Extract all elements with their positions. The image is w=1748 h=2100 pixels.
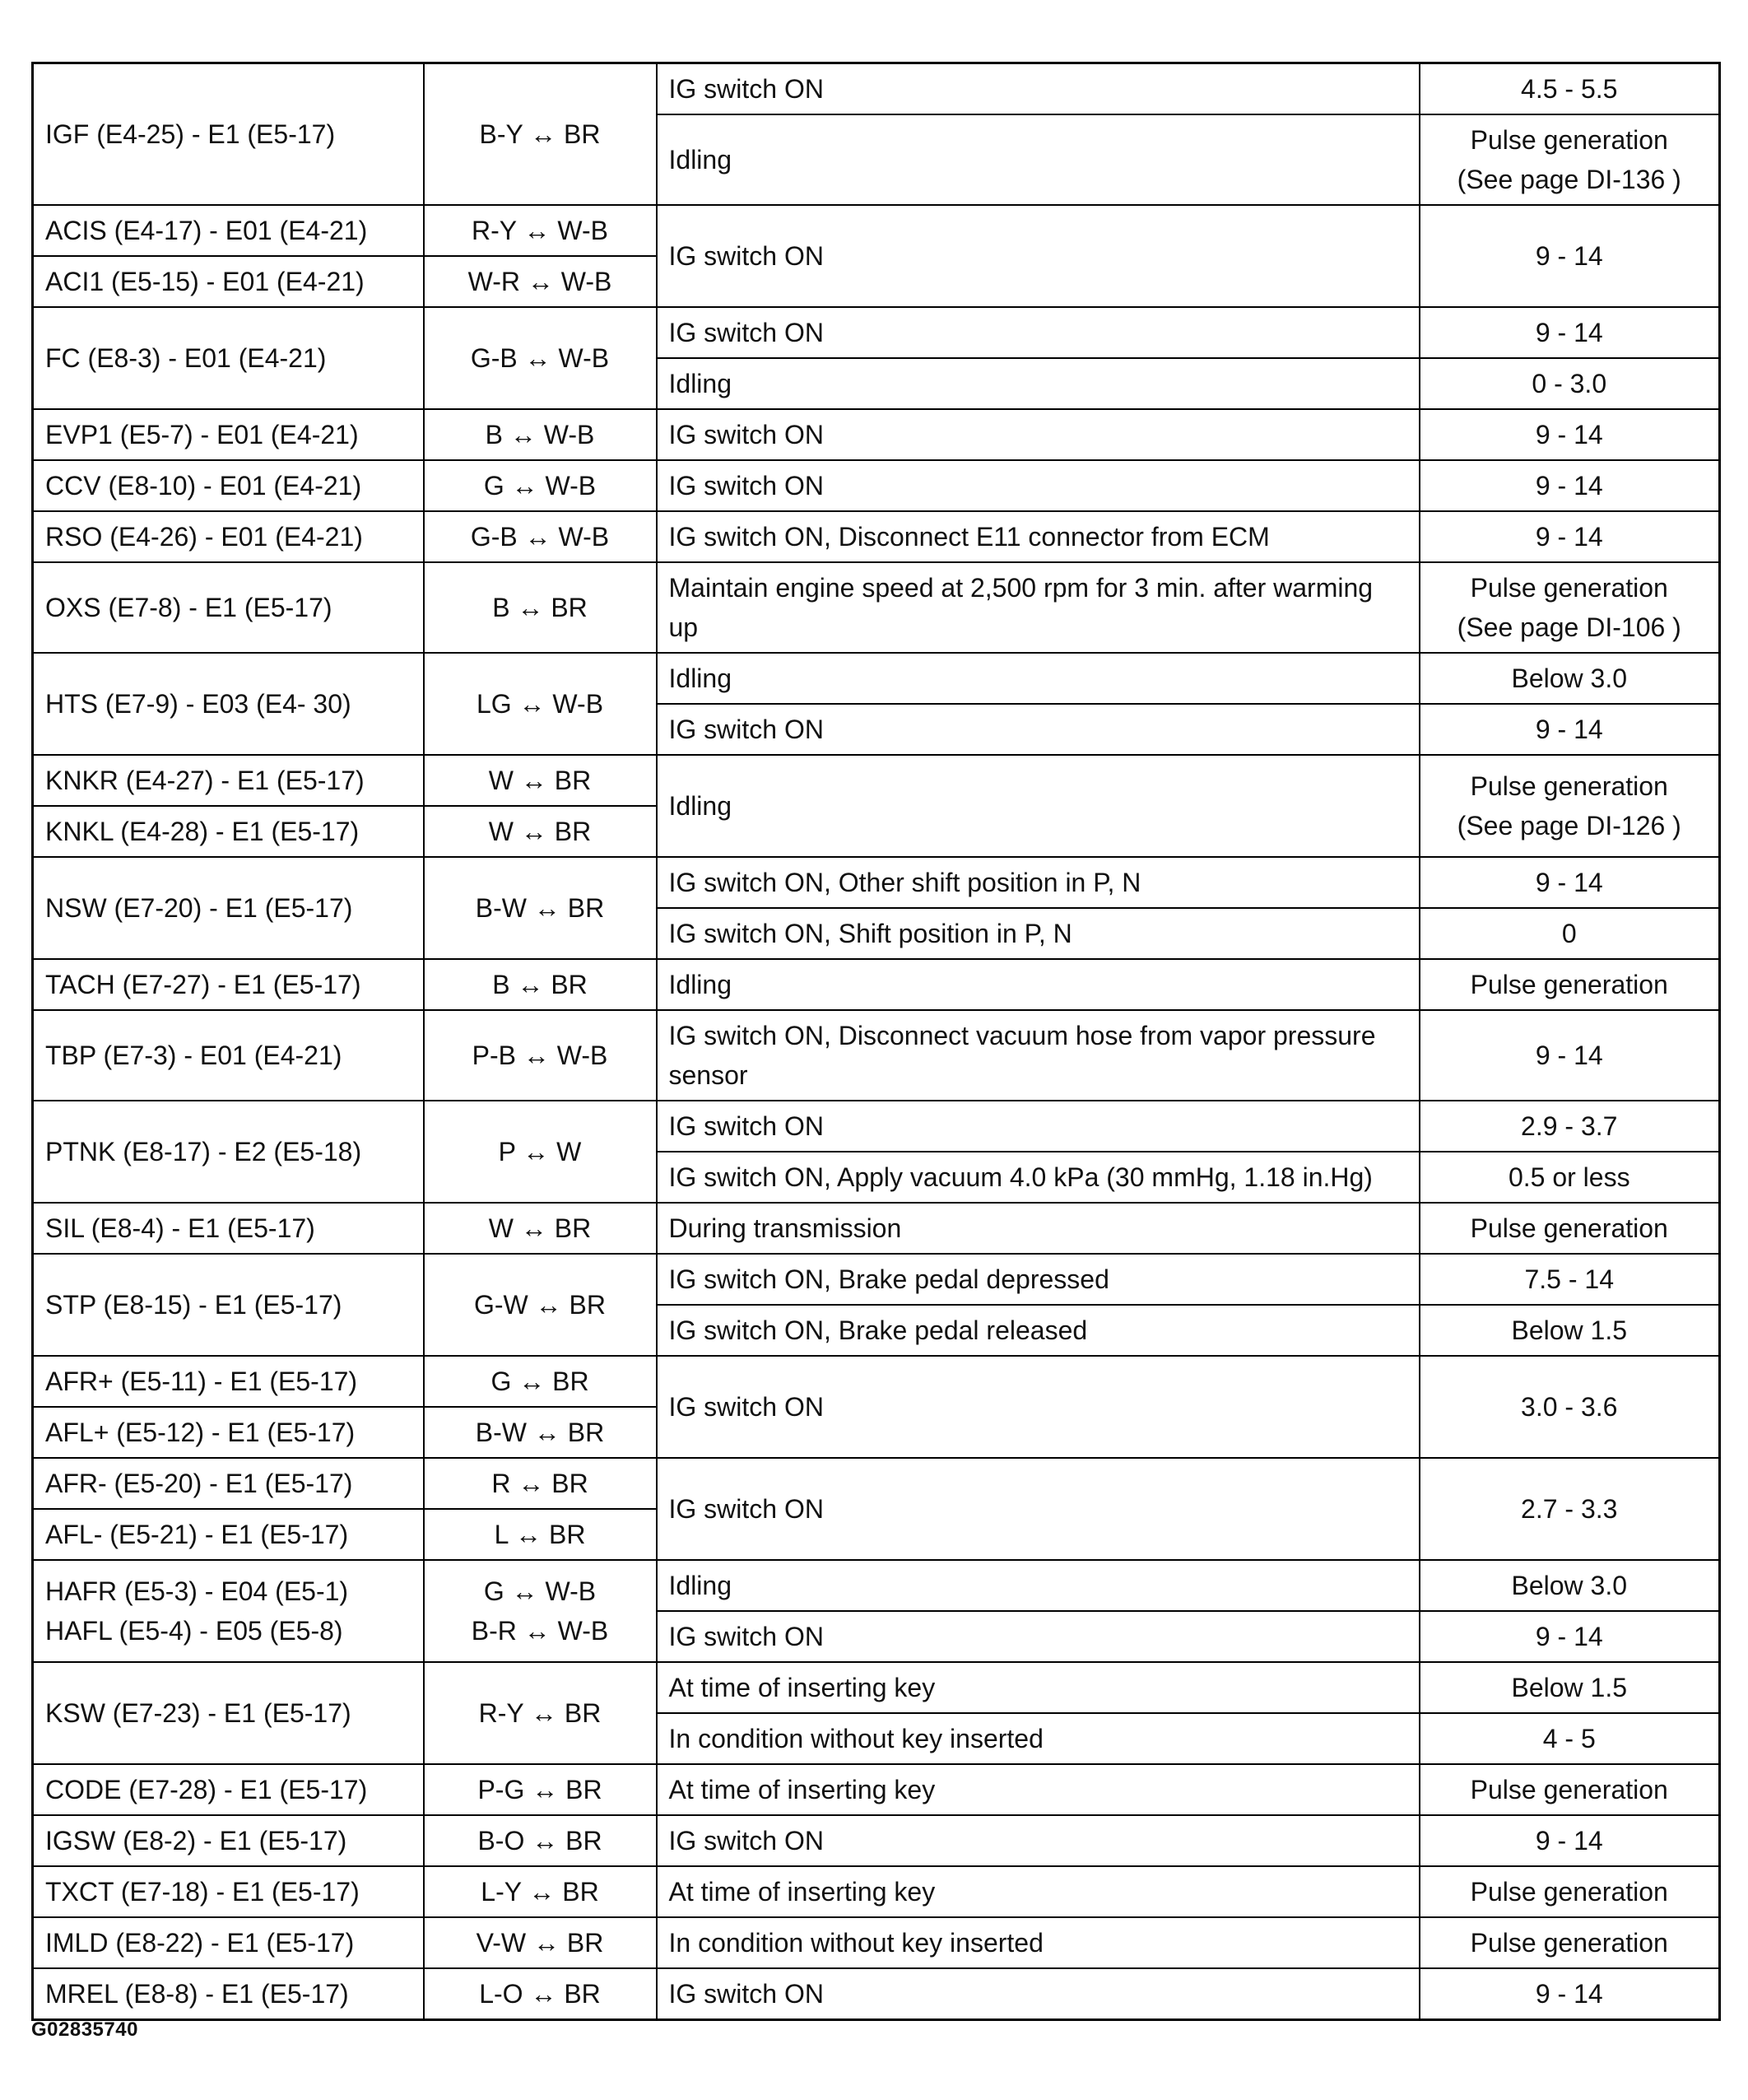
terminal-cell: RSO (E4-26) - E01 (E4-21) <box>33 511 424 562</box>
terminal-cell: EVP1 (E5-7) - E01 (E4-21) <box>33 409 424 460</box>
condition-cell: IG switch ON <box>657 1815 1420 1866</box>
condition-cell: IG switch ON <box>657 704 1420 755</box>
spec-cell <box>1420 562 1720 653</box>
terminal-cell: ACIS (E4-17) - E01 (E4-21) <box>33 205 424 256</box>
table-row <box>33 1458 1720 1509</box>
spec-line: Pulse generation <box>1470 573 1668 603</box>
wire-color-cell: B ↔ BR <box>424 562 657 653</box>
spec-cell <box>1420 114 1720 205</box>
terminal-cell: PTNK (E8-17) - E2 (E5-18) <box>33 1101 424 1203</box>
condition-cell: In condition without key inserted <box>657 1917 1420 1968</box>
wire-color-cell: W ↔ BR <box>424 1203 657 1254</box>
wire-color-cell: G-B ↔ W-B <box>424 511 657 562</box>
terminal-cell: AFL+ (E5-12) - E1 (E5-17) <box>33 1407 424 1458</box>
condition-cell: Idling <box>657 959 1420 1010</box>
condition-cell: IG switch ON, Other shift position in P, N <box>657 857 1420 908</box>
table-row <box>33 1662 1720 1713</box>
terminal-cell: AFL- (E5-21) - E1 (E5-17) <box>33 1509 424 1560</box>
condition-cell: IG switch ON <box>657 63 1420 115</box>
terminal-cell: TACH (E7-27) - E1 (E5-17) <box>33 959 424 1010</box>
terminal-line: HAFL (E5-4) - E05 (E5-8) <box>45 1616 343 1646</box>
wire-color-cell: LG ↔ W-B <box>424 653 657 755</box>
wire-color-cell: L-O ↔ BR <box>424 1968 657 2020</box>
terminal-cell: CODE (E7-28) - E1 (E5-17) <box>33 1764 424 1815</box>
condition-cell: IG switch ON <box>657 1968 1420 2020</box>
condition-cell: IG switch ON, Apply vacuum 4.0 kPa (30 mmHg, 1.18 in.Hg) <box>657 1152 1420 1203</box>
condition-cell: IG switch ON <box>657 307 1420 358</box>
terminal-cell: IMLD (E8-22) - E1 (E5-17) <box>33 1917 424 1968</box>
terminal-cell: NSW (E7-20) - E1 (E5-17) <box>33 857 424 959</box>
condition-cell: IG switch ON <box>657 1611 1420 1662</box>
spec-cell: Below 1.5 <box>1420 1662 1720 1713</box>
table-row <box>33 857 1720 908</box>
table-row <box>33 755 1720 806</box>
table-row <box>33 1560 1720 1611</box>
terminal-cell: KNKR (E4-27) - E1 (E5-17) <box>33 755 424 806</box>
condition-cell: In condition without key inserted <box>657 1713 1420 1764</box>
terminal-cell: IGSW (E8-2) - E1 (E5-17) <box>33 1815 424 1866</box>
spec-cell: Below 3.0 <box>1420 653 1720 704</box>
spec-cell: 4.5 - 5.5 <box>1420 63 1720 115</box>
condition-line: sensor <box>668 1060 748 1090</box>
wire-color-cell: G-B ↔ W-B <box>424 307 657 409</box>
spec-cell: Below 3.0 <box>1420 1560 1720 1611</box>
wire-color-cell: G ↔ W-B <box>424 460 657 511</box>
condition-cell: IG switch ON, Disconnect E11 connector from ECM <box>657 511 1420 562</box>
table-row <box>33 205 1720 256</box>
terminal-cell: HTS (E7-9) - E03 (E4- 30) <box>33 653 424 755</box>
table-row <box>33 562 1720 653</box>
table-row <box>33 1010 1720 1101</box>
wire-color-cell: W ↔ BR <box>424 755 657 806</box>
spec-cell: 9 - 14 <box>1420 205 1720 307</box>
condition-cell: IG switch ON <box>657 1101 1420 1152</box>
table-row <box>33 653 1720 704</box>
condition-cell: IG switch ON <box>657 1356 1420 1458</box>
condition-cell: IG switch ON <box>657 409 1420 460</box>
spec-cell: 9 - 14 <box>1420 704 1720 755</box>
condition-cell: Idling <box>657 1560 1420 1611</box>
terminal-cell: FC (E8-3) - E01 (E4-21) <box>33 307 424 409</box>
terminal-cell: STP (E8-15) - E1 (E5-17) <box>33 1254 424 1356</box>
spec-cell: Pulse generation <box>1420 1917 1720 1968</box>
spec-page-ref: (See page DI-106 ) <box>1457 612 1681 642</box>
spec-cell: Pulse generation <box>1420 1764 1720 1815</box>
wire-color-cell: R-Y ↔ W-B <box>424 205 657 256</box>
spec-line: Pulse generation <box>1470 771 1668 801</box>
spec-cell: 4 - 5 <box>1420 1713 1720 1764</box>
condition-cell: Maintain engine speed at 2,500 rpm for 3 min. after warming up <box>657 562 1420 653</box>
table-row <box>33 1356 1720 1407</box>
spec-cell: 9 - 14 <box>1420 1968 1720 2020</box>
wire-color-cell: R ↔ BR <box>424 1458 657 1509</box>
wire-line: G ↔ W-B <box>483 1576 597 1606</box>
wire-color-cell: L ↔ BR <box>424 1509 657 1560</box>
spec-cell: 2.7 - 3.3 <box>1420 1458 1720 1560</box>
spec-cell: Below 1.5 <box>1420 1305 1720 1356</box>
terminal-cell: IGF (E4-25) - E1 (E5-17) <box>33 63 424 206</box>
spec-cell: 9 - 14 <box>1420 1010 1720 1101</box>
spec-cell: 7.5 - 14 <box>1420 1254 1720 1305</box>
wire-color-cell: B-W ↔ BR <box>424 857 657 959</box>
spec-cell: 9 - 14 <box>1420 307 1720 358</box>
spec-page-ref: (See page DI-126 ) <box>1457 811 1681 840</box>
condition-cell: IG switch ON <box>657 205 1420 307</box>
ecm-terminal-table <box>31 62 1721 2021</box>
condition-cell: Idling <box>657 114 1420 205</box>
wire-color-cell: L-Y ↔ BR <box>424 1866 657 1917</box>
condition-cell: At time of inserting key <box>657 1764 1420 1815</box>
spec-cell <box>1420 755 1720 857</box>
terminal-cell: CCV (E8-10) - E01 (E4-21) <box>33 460 424 511</box>
table-row <box>33 63 1720 115</box>
terminal-cell: OXS (E7-8) - E1 (E5-17) <box>33 562 424 653</box>
condition-cell: IG switch ON, Shift position in P, N <box>657 908 1420 959</box>
spec-cell: Pulse generation <box>1420 1866 1720 1917</box>
spec-cell: 9 - 14 <box>1420 460 1720 511</box>
spec-cell: Pulse generation <box>1420 1203 1720 1254</box>
terminal-cell: MREL (E8-8) - E1 (E5-17) <box>33 1968 424 2020</box>
spec-cell: Pulse generation <box>1420 959 1720 1010</box>
wire-color-cell: P-G ↔ BR <box>424 1764 657 1815</box>
wire-color-cell: B ↔ W-B <box>424 409 657 460</box>
wire-color-cell: B ↔ BR <box>424 959 657 1010</box>
terminal-cell: ACI1 (E5-15) - E01 (E4-21) <box>33 256 424 307</box>
wire-line: B-R ↔ W-B <box>471 1616 609 1646</box>
figure-id: G02835740 <box>31 2019 138 2041</box>
spec-cell: 9 - 14 <box>1420 409 1720 460</box>
spec-cell: 9 - 14 <box>1420 511 1720 562</box>
condition-line: IG switch ON, Disconnect vacuum hose from vapor pressure <box>668 1021 1376 1050</box>
spec-cell: 3.0 - 3.6 <box>1420 1356 1720 1458</box>
wire-color-cell: W-R ↔ W-B <box>424 256 657 307</box>
wire-color-cell: G ↔ BR <box>424 1356 657 1407</box>
wire-color-cell: W ↔ BR <box>424 806 657 857</box>
wire-color-cell: G-W ↔ BR <box>424 1254 657 1356</box>
condition-cell: IG switch ON, Brake pedal released <box>657 1305 1420 1356</box>
wire-color-cell: P ↔ W <box>424 1101 657 1203</box>
terminal-cell: TBP (E7-3) - E01 (E4-21) <box>33 1010 424 1101</box>
terminal-cell: SIL (E8-4) - E1 (E5-17) <box>33 1203 424 1254</box>
table-row <box>33 1968 1720 2020</box>
spec-cell: 9 - 14 <box>1420 1815 1720 1866</box>
terminal-cell <box>33 1560 424 1662</box>
wire-color-cell: B-O ↔ BR <box>424 1815 657 1866</box>
spec-cell: 9 - 14 <box>1420 857 1720 908</box>
spec-cell: 0 - 3.0 <box>1420 358 1720 409</box>
table-row <box>33 1254 1720 1305</box>
table-row <box>33 1101 1720 1152</box>
terminal-cell: AFR- (E5-20) - E1 (E5-17) <box>33 1458 424 1509</box>
wire-color-cell: V-W ↔ BR <box>424 1917 657 1968</box>
table-row <box>33 460 1720 511</box>
condition-cell: Idling <box>657 358 1420 409</box>
terminal-cell: AFR+ (E5-11) - E1 (E5-17) <box>33 1356 424 1407</box>
wire-color-cell: B-W ↔ BR <box>424 1407 657 1458</box>
table-row <box>33 959 1720 1010</box>
condition-cell: Idling <box>657 653 1420 704</box>
wire-color-cell: R-Y ↔ BR <box>424 1662 657 1764</box>
table-row <box>33 1866 1720 1917</box>
condition-cell: At time of inserting key <box>657 1866 1420 1917</box>
spec-cell: 2.9 - 3.7 <box>1420 1101 1720 1152</box>
terminal-line: HAFR (E5-3) - E04 (E5-1) <box>45 1576 349 1606</box>
condition-cell: Idling <box>657 755 1420 857</box>
table-row <box>33 1203 1720 1254</box>
condition-cell: At time of inserting key <box>657 1662 1420 1713</box>
wire-color-cell <box>424 1560 657 1662</box>
condition-cell: IG switch ON <box>657 1458 1420 1560</box>
spec-cell: 0 <box>1420 908 1720 959</box>
wire-color-cell: B-Y ↔ BR <box>424 63 657 206</box>
spec-line: Pulse generation <box>1470 125 1668 155</box>
table-row <box>33 1764 1720 1815</box>
terminal-cell: TXCT (E7-18) - E1 (E5-17) <box>33 1866 424 1917</box>
table-row <box>33 511 1720 562</box>
terminal-cell: KNKL (E4-28) - E1 (E5-17) <box>33 806 424 857</box>
condition-cell: IG switch ON <box>657 460 1420 511</box>
table-row <box>33 1917 1720 1968</box>
table-row <box>33 307 1720 358</box>
condition-cell <box>657 1010 1420 1101</box>
terminal-cell: KSW (E7-23) - E1 (E5-17) <box>33 1662 424 1764</box>
spec-page-ref: (See page DI-136 ) <box>1457 165 1681 194</box>
spec-cell: 0.5 or less <box>1420 1152 1720 1203</box>
table-row <box>33 409 1720 460</box>
spec-cell: 9 - 14 <box>1420 1611 1720 1662</box>
wire-color-cell: P-B ↔ W-B <box>424 1010 657 1101</box>
table-row <box>33 1815 1720 1866</box>
condition-cell: IG switch ON, Brake pedal depressed <box>657 1254 1420 1305</box>
condition-cell: During transmission <box>657 1203 1420 1254</box>
